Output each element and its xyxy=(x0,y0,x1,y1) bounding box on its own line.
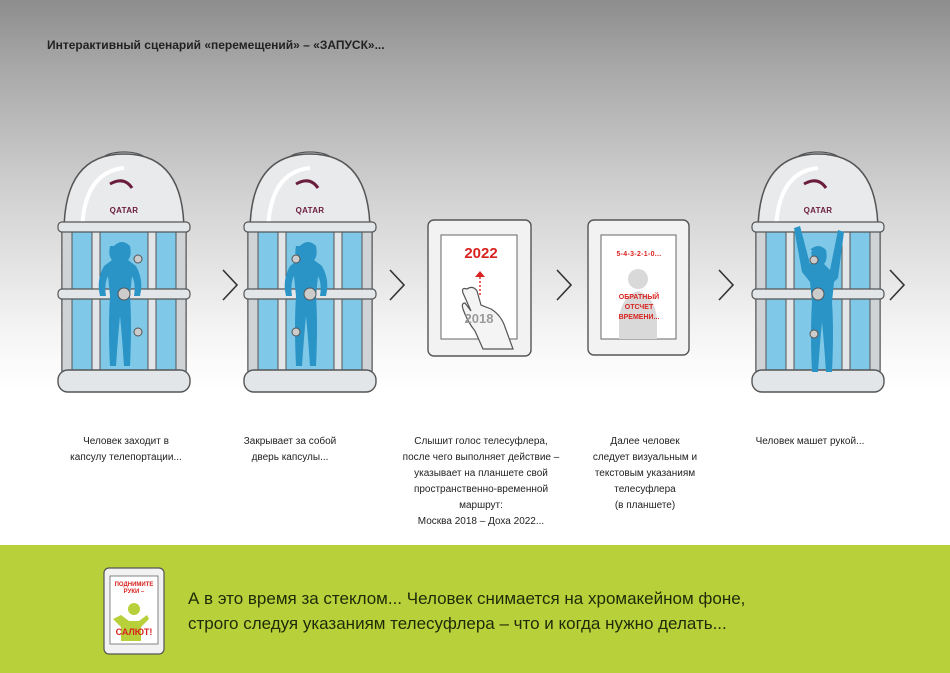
countdown-sequence: 5-4-3-2-1-0... xyxy=(616,251,662,258)
teleport-capsule-2 xyxy=(240,142,380,404)
teleport-capsule-3 xyxy=(748,142,888,404)
mini-tablet-instruction: ПОДНИМИТЕ РУКИ – xyxy=(114,582,154,595)
mini-tablet-salute xyxy=(103,567,165,655)
mini-tablet-salute-label: САЛЮТ! xyxy=(115,627,153,637)
step-caption-3: Слышит голос телесуфлера, после чего выполняет действие – указывает на планшете свой пространственно-временной маршрут: Москва 2018 – Доха 2022... xyxy=(402,436,560,527)
step-arrow-5 xyxy=(888,268,908,302)
tablet-year-destination: 2022 xyxy=(464,245,498,262)
step-arrow-1 xyxy=(221,268,241,302)
step-caption-1: Человек заходит в капсулу телепортации... xyxy=(70,436,182,463)
brand-label-2: QATAR xyxy=(295,206,325,215)
page-title: Интерактивный сценарий «перемещений» – «ЗАПУСК»... xyxy=(47,38,385,52)
footer-description: А в это время за стеклом... Человек снимается на хромакейном фоне, строго следуя указаниям телесуфлера – что и когда нужно делать... xyxy=(188,589,746,633)
brand-label-1: QATAR xyxy=(109,206,139,215)
step-caption-5: Человек машет рукой... xyxy=(755,436,865,447)
brand-label-3: QATAR xyxy=(803,206,833,215)
tablet-year-origin: 2018 xyxy=(464,311,494,326)
step-caption-4: Далее человек следует визуальным и текстовым указаниям телесуфлера (в планшете) xyxy=(592,436,698,511)
countdown-label: ОБРАТНЫЙ ОТСЧЕТ ВРЕМЕНИ... xyxy=(618,294,660,321)
step-arrow-3 xyxy=(555,268,575,302)
step-arrow-4 xyxy=(717,268,737,302)
tablet-countdown xyxy=(587,219,690,356)
step-caption-2: Закрывает за собой дверь капсулы... xyxy=(243,436,337,463)
step-arrow-2 xyxy=(388,268,408,302)
tablet-route xyxy=(427,219,532,357)
teleport-capsule-1 xyxy=(54,142,194,404)
